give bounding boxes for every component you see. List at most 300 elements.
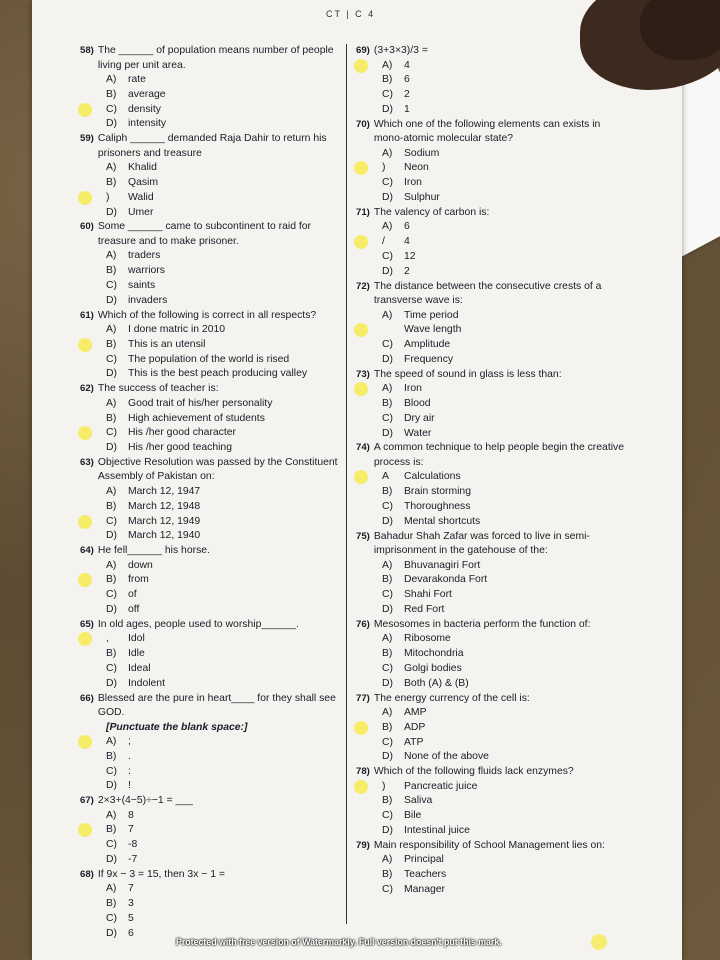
option-text: March 12, 1940 [128, 530, 201, 542]
answer-option [356, 736, 628, 751]
question-number: 77) [356, 692, 370, 704]
option-text: Water [404, 427, 432, 439]
answer-option [356, 427, 628, 442]
option-letter: C) [382, 501, 393, 513]
option-letter: C) [106, 589, 117, 601]
option-letter: A) [382, 221, 393, 233]
option-text: Indolent [128, 677, 165, 689]
option-letter: C) [382, 736, 393, 748]
option-text: This is the best peach producing valley [128, 368, 308, 380]
question-text: If 9x − 3 = 15, then 3x − 1 = [97, 868, 225, 880]
question-stem [356, 280, 628, 309]
option-letter: A) [382, 309, 393, 321]
answer-option [80, 882, 342, 897]
watermark-dot [591, 934, 607, 950]
answer-option [356, 588, 628, 603]
question-text: Blessed are the pure in heart____ for they shall see GOD. [97, 692, 336, 718]
option-letter: D) [106, 530, 117, 542]
option-text: Golgi bodies [404, 662, 462, 674]
option-letter: C) [106, 662, 117, 674]
question-stem [356, 692, 628, 707]
answer-option [80, 103, 342, 118]
answer-option [356, 500, 628, 515]
option-letter: D) [106, 442, 117, 454]
question-number: 59) [80, 133, 94, 145]
option-letter: A) [106, 736, 117, 747]
option-text: AMP [404, 707, 427, 718]
option-text: Iron [404, 177, 422, 189]
highlight-mark [354, 59, 368, 73]
option-letter: B) [106, 500, 117, 512]
option-text: ATP [404, 736, 424, 748]
highlight-mark [78, 338, 92, 352]
option-text: 1 [404, 103, 410, 115]
question [356, 839, 628, 898]
option-letter: D) [382, 677, 393, 689]
answer-option [80, 809, 342, 824]
option-letter: / [382, 236, 385, 248]
question [356, 368, 628, 442]
question-number: 60) [80, 221, 94, 233]
answer-option [356, 235, 628, 250]
option-text: Teachers [404, 869, 447, 881]
answer-option [356, 573, 628, 588]
answer-option [80, 338, 342, 353]
answer-option [356, 353, 628, 368]
option-text: Thoroughness [404, 501, 471, 513]
option-text: down [128, 559, 153, 571]
option-letter: B) [106, 338, 117, 350]
option-letter: A) [106, 74, 117, 85]
option-letter: A) [382, 707, 393, 718]
answer-option [356, 750, 628, 765]
option-text: Mitochondria [404, 648, 464, 660]
option-letter: D) [382, 265, 393, 277]
question [80, 868, 342, 942]
question-text: Which one of the following elements can exists in mono-atomic molecular state? [373, 118, 601, 145]
option-letter: C) [106, 353, 117, 365]
option-letter: B) [382, 398, 393, 410]
answer-option [356, 59, 628, 74]
option-letter: D) [106, 780, 117, 792]
answer-option [356, 662, 628, 677]
option-text: : [128, 765, 131, 777]
answer-option [356, 397, 628, 412]
question-stem [356, 530, 628, 559]
question-text: The valency of carbon is: [373, 206, 490, 218]
option-letter: D) [382, 192, 393, 204]
option-letter: D) [382, 751, 393, 763]
option-letter: A) [106, 324, 117, 336]
highlight-mark [354, 470, 368, 484]
option-letter: D) [382, 604, 393, 616]
question-stem [80, 868, 342, 883]
option-letter: D) [106, 677, 117, 689]
option-letter: A) [106, 250, 117, 262]
highlight-mark [78, 573, 92, 587]
option-letter: C) [382, 883, 393, 895]
option-letter: A) [382, 854, 393, 866]
answer-option [356, 161, 628, 176]
option-letter: B) [106, 412, 117, 424]
option-text: of [128, 589, 137, 601]
option-letter: A [382, 471, 389, 483]
option-letter: D) [106, 854, 117, 866]
answer-option [356, 706, 628, 721]
option-text: Good trait of his/her personality [128, 397, 273, 409]
answer-option [80, 294, 342, 309]
answer-option [356, 794, 628, 809]
option-letter: A) [106, 162, 117, 174]
option-text: The population of the world is rised [128, 353, 290, 365]
answer-option [80, 367, 342, 382]
option-text: I done matric in 2010 [128, 324, 226, 336]
answer-option [80, 853, 342, 868]
option-letter: C) [106, 515, 117, 527]
question-number: 70) [356, 118, 370, 130]
question-number: 58) [80, 45, 94, 56]
option-text: Idle [128, 648, 145, 660]
option-letter: D) [106, 927, 117, 939]
question [80, 220, 342, 308]
option-text: His /her good teaching [128, 442, 232, 454]
question-number: 63) [80, 456, 94, 468]
option-text: Sodium [404, 147, 440, 159]
answer-option [356, 412, 628, 427]
option-letter: C) [382, 412, 393, 424]
question-text: He fell______ his horse. [97, 545, 210, 557]
left-column [80, 44, 342, 942]
option-text: Ribosome [404, 633, 451, 645]
option-text: 2 [404, 89, 410, 101]
question [356, 441, 628, 529]
column-divider [346, 44, 347, 924]
option-letter: ) [106, 191, 110, 203]
option-text: 12 [404, 250, 416, 262]
question-text: (3+3×3)/3 = [373, 45, 428, 56]
question-number: 78) [356, 766, 370, 778]
highlight-mark [78, 515, 92, 529]
option-text: Wave length [404, 324, 462, 336]
answer-option [356, 250, 628, 265]
question-number: 73) [356, 368, 370, 380]
question-number: 66) [80, 692, 94, 704]
option-letter: B) [382, 721, 393, 733]
question-stem [356, 118, 628, 147]
answer-option [80, 397, 342, 412]
option-text: . [128, 750, 131, 762]
highlight-mark [354, 780, 368, 794]
option-text: Sulphur [404, 192, 440, 204]
answer-option [80, 176, 342, 191]
option-text: Idol [128, 633, 145, 645]
answer-option [80, 632, 342, 647]
question-number: 61) [80, 309, 94, 321]
answer-option [80, 191, 342, 206]
answer-option [356, 824, 628, 839]
answer-option [356, 677, 628, 692]
option-letter: B) [106, 824, 117, 836]
option-text: Shahi Fort [404, 589, 452, 601]
option-text: None of the above [404, 751, 489, 763]
question-stem [356, 441, 628, 470]
right-column [356, 44, 628, 898]
option-text: Saliva [404, 795, 433, 807]
option-letter: C) [106, 765, 117, 777]
option-letter: C) [106, 103, 117, 115]
option-text: 5 [128, 912, 134, 924]
question [80, 618, 342, 692]
option-letter: A) [382, 633, 393, 645]
option-letter: ) [382, 780, 386, 792]
option-letter: D) [106, 604, 117, 616]
option-letter: B) [106, 265, 117, 277]
question-note: [Punctuate the blank space:] [106, 721, 248, 733]
question [80, 382, 342, 456]
answer-option [80, 897, 342, 912]
option-letter: C) [106, 839, 117, 851]
question-stem [356, 839, 628, 854]
option-text: Red Fort [404, 604, 445, 616]
question [356, 280, 628, 368]
option-letter: A) [382, 147, 393, 159]
option-letter: C) [106, 427, 117, 439]
question-number: 69) [356, 45, 370, 56]
option-letter: ) [382, 162, 386, 174]
option-letter: A) [382, 59, 393, 71]
answer-option [356, 191, 628, 206]
option-letter: C) [106, 912, 117, 924]
answer-option [80, 677, 342, 692]
question-text: Which of the following is correct in all respects? [97, 309, 317, 321]
option-letter: D) [106, 294, 117, 306]
option-letter: C) [382, 339, 393, 351]
answer-option [356, 515, 628, 530]
question-stem [80, 44, 342, 73]
answer-option [80, 662, 342, 677]
question-text: The energy currency of the cell is: [373, 692, 530, 704]
option-text: intensity [128, 118, 167, 130]
answer-option [356, 780, 628, 795]
answer-option [356, 868, 628, 883]
option-text: off [128, 604, 140, 616]
answer-option [80, 206, 342, 221]
question-text: 2×3+(4−5)÷−1 = ___ [97, 795, 193, 807]
option-letter: B) [382, 648, 393, 660]
watermark-text: Protected with free version of Watermarkly. Full version doesn't put this mark. [176, 937, 502, 947]
question [80, 456, 342, 544]
answer-option [80, 573, 342, 588]
answer-option [80, 426, 342, 441]
option-text: Manager [404, 883, 446, 895]
answer-option [356, 470, 628, 485]
option-letter: B) [106, 176, 117, 188]
option-letter: A) [382, 559, 393, 571]
question-number: 67) [80, 795, 94, 807]
answer-option [356, 382, 628, 397]
option-letter: C) [382, 177, 393, 189]
question-stem [356, 206, 628, 221]
highlight-mark [78, 426, 92, 440]
question [80, 132, 342, 220]
question-text: Some ______ came to subcontinent to raid for treasure and to make prisoner. [97, 221, 312, 247]
option-text: average [128, 88, 166, 100]
option-text: Walid [128, 191, 154, 203]
option-letter: B) [382, 869, 393, 881]
option-text: 2 [404, 265, 410, 277]
option-text: Pancreatic juice [404, 780, 478, 792]
highlight-mark [78, 823, 92, 837]
option-text: Devarakonda Fort [404, 574, 488, 586]
option-letter: B) [106, 750, 117, 762]
answer-option [80, 735, 342, 750]
question-text: Caliph ______ demanded Raja Dahir to return his prisoners and treasure [97, 133, 327, 159]
option-text: traders [128, 250, 161, 262]
question [356, 44, 628, 118]
question-number: 62) [80, 383, 94, 395]
answer-option [356, 265, 628, 280]
option-text: Mental shortcuts [404, 515, 481, 527]
question-number: 68) [80, 868, 94, 880]
answer-option [80, 838, 342, 853]
question-text: The success of teacher is: [97, 383, 219, 395]
answer-option [356, 73, 628, 88]
option-letter: B) [382, 74, 393, 86]
option-letter: A) [106, 559, 117, 571]
question-text: Mesosomes in bacteria perform the function of: [373, 618, 591, 630]
option-letter: C) [382, 250, 393, 262]
option-text: warriors [128, 265, 165, 277]
question-text: The speed of sound in glass is less than: [373, 368, 562, 380]
answer-option [356, 220, 628, 235]
option-text: Both (A) & (B) [404, 677, 469, 689]
question [80, 309, 342, 383]
option-text: ADP [404, 721, 426, 733]
answer-option [356, 176, 628, 191]
option-text: Intestinal juice [404, 825, 470, 837]
question-text: A common technique to help people begin the creative process is: [373, 442, 624, 468]
option-letter: D) [382, 515, 393, 527]
answer-option [356, 721, 628, 736]
question [356, 618, 628, 692]
option-letter [382, 323, 404, 338]
option-text: Dry air [404, 412, 435, 424]
answer-option [80, 559, 342, 574]
option-text: Blood [404, 398, 431, 410]
option-letter: B) [382, 574, 393, 586]
answer-option [356, 309, 628, 324]
option-text: His /her good character [128, 427, 237, 439]
answer-option [356, 632, 628, 647]
answer-option [80, 779, 342, 794]
highlight-mark [78, 632, 92, 646]
answer-option [80, 161, 342, 176]
option-text: 4 [404, 59, 410, 71]
option-letter: A) [106, 485, 117, 497]
answer-option [80, 515, 342, 530]
option-text: Frequency [404, 353, 454, 365]
question-number: 74) [356, 442, 370, 454]
answer-option [356, 809, 628, 824]
question-text: In old ages, people used to worship______. [97, 618, 299, 630]
answer-option [80, 588, 342, 603]
answer-option [80, 117, 342, 132]
question-stem [80, 692, 342, 721]
answer-option [80, 529, 342, 544]
option-letter: D) [106, 368, 117, 380]
option-text: -8 [128, 839, 138, 851]
option-text: 6 [404, 74, 410, 86]
option-text: High achievement of students [128, 412, 265, 424]
option-letter: C) [382, 589, 393, 601]
option-letter: A) [106, 397, 117, 409]
option-text: 3 [128, 898, 134, 910]
question [356, 206, 628, 280]
option-text: Principal [404, 854, 444, 866]
option-text: March 12, 1948 [128, 500, 201, 512]
option-letter: D) [382, 353, 393, 365]
highlight-mark [78, 735, 92, 749]
answer-option [356, 485, 628, 500]
question [356, 765, 628, 839]
option-letter: C) [382, 662, 393, 674]
answer-option [80, 88, 342, 103]
question [80, 794, 342, 868]
option-text: Khalid [128, 162, 157, 174]
option-text: 4 [404, 236, 410, 248]
answer-option [80, 603, 342, 618]
answer-option [356, 338, 628, 353]
answer-option [356, 853, 628, 868]
answer-option [80, 823, 342, 838]
question-number: 75) [356, 530, 370, 542]
option-text: Ideal [128, 662, 151, 674]
option-text: Bile [404, 810, 422, 822]
option-text: 6 [128, 927, 134, 939]
question-stem [80, 132, 342, 161]
question-text: Which of the following fluids lack enzymes? [373, 766, 574, 778]
answer-option [356, 603, 628, 618]
option-text: Bhuvanagiri Fort [404, 559, 481, 571]
answer-option [356, 647, 628, 662]
answer-option [80, 765, 342, 780]
question [356, 118, 628, 206]
question-stem [80, 309, 342, 324]
answer-option [80, 73, 342, 88]
question-text: Bahadur Shah Zafar was forced to live in semi-imprisonment in the gatehouse of the: [373, 530, 590, 557]
option-text: ; [128, 736, 131, 747]
question-number: 72) [356, 280, 370, 292]
option-text: saints [128, 279, 156, 291]
option-text: Qasim [128, 176, 159, 188]
question-text: The ______ of population means number of people living per unit area. [97, 45, 334, 71]
question-number: 65) [80, 618, 94, 630]
question-stem [80, 382, 342, 397]
option-text: Neon [404, 162, 429, 174]
option-letter: D) [106, 118, 117, 130]
question-stem [356, 765, 628, 780]
option-text: 8 [128, 809, 134, 821]
option-text: invaders [128, 294, 168, 306]
option-letter: D) [382, 103, 393, 115]
highlight-mark [354, 382, 368, 396]
answer-option [356, 88, 628, 103]
option-letter: A) [382, 383, 393, 395]
question-stem [80, 544, 342, 559]
option-letter: , [106, 633, 109, 645]
question-stem [356, 44, 628, 59]
option-text: density [128, 103, 161, 115]
